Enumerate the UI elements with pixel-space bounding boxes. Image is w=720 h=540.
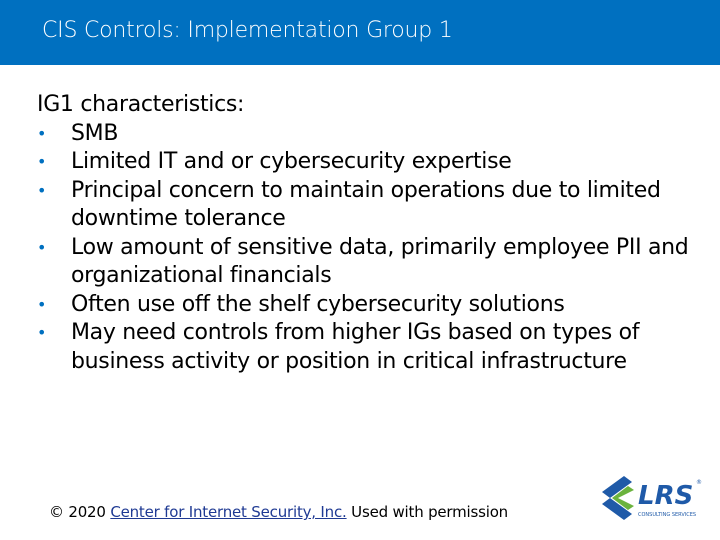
slide-content (37, 91, 697, 376)
list-item (37, 148, 697, 177)
bullet-marker: • (37, 152, 47, 171)
logo-wordmark: LRS (638, 481, 694, 511)
bullet-text: Limited IT and or cybersecurity expertise (71, 149, 512, 174)
list-item (37, 291, 697, 320)
bullet-text: May need controls from higher IGs based on types of business activity or position in critical infrastructure (71, 320, 640, 374)
list-item (37, 234, 697, 291)
content-heading: IG1 characteristics: (37, 92, 245, 117)
footer-credit (49, 503, 508, 521)
slide-title: CIS Controls: Implementation Group 1 (42, 18, 453, 43)
bullet-text: Often use off the shelf cybersecurity solutions (71, 291, 565, 317)
bullet-marker: • (37, 294, 47, 314)
list-item (37, 319, 697, 376)
permission-text: Used with permission (351, 503, 508, 521)
list-item (37, 120, 697, 149)
title-bar (0, 0, 720, 65)
bullet-marker: • (37, 237, 47, 257)
bullet-text: SMB (71, 120, 119, 146)
cis-link[interactable]: Center for Internet Security, Inc. (110, 503, 347, 521)
bullet-marker: • (37, 123, 47, 143)
lrs-logo (602, 470, 702, 526)
bullet-text: Low amount of sensitive data, primarily employee PII and organizational financials (71, 234, 689, 288)
bullet-text: Principal concern to maintain operations due to limited downtime tolerance (71, 177, 661, 231)
logo-subtext: CONSULTING SERVICES (638, 512, 697, 518)
bullet-marker: • (37, 323, 47, 342)
copyright-text: © 2020 (49, 503, 106, 521)
bullet-list (37, 120, 697, 377)
bullet-marker: • (37, 180, 47, 200)
logo-registered: ® (696, 479, 702, 486)
list-item (37, 177, 697, 234)
